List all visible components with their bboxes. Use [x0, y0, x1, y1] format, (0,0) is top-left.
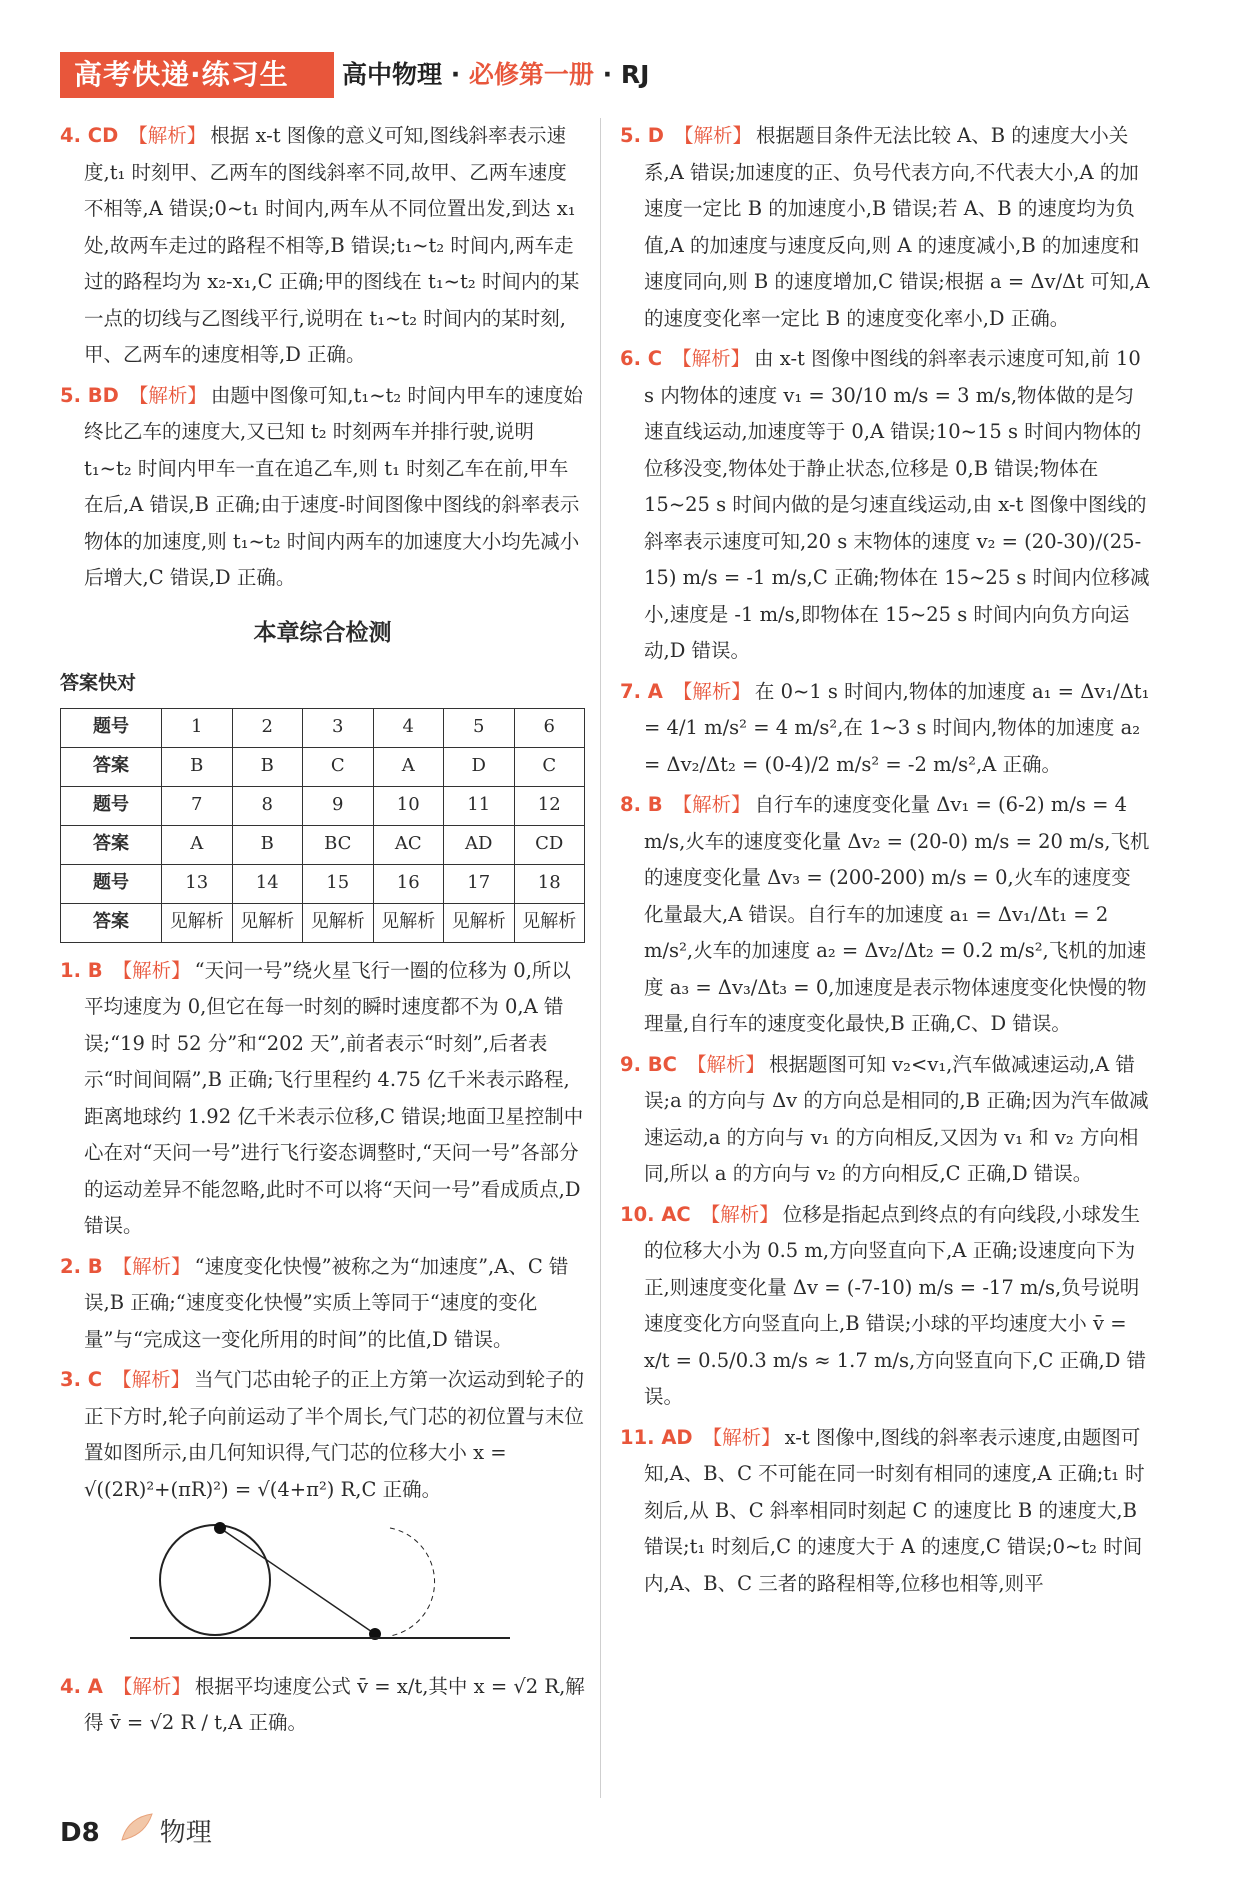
answer-item	[620, 1420, 1150, 1603]
analysis-tag: 【解析】	[672, 347, 751, 370]
wheel-dashed-arc	[390, 1528, 435, 1636]
answer-item	[60, 378, 585, 597]
item-number: 5. BD	[60, 383, 119, 407]
header-cell: 答案	[61, 903, 162, 942]
answer-cell: D	[444, 747, 515, 786]
answer-cell: 见解析	[514, 903, 585, 942]
answer-item	[60, 118, 585, 374]
num-cell: 13	[162, 864, 233, 903]
answer-cell: CD	[514, 825, 585, 864]
answer-cell: 见解析	[232, 903, 303, 942]
answer-item	[60, 1362, 585, 1508]
right-column	[620, 118, 1150, 1606]
answer-cell: AC	[373, 825, 444, 864]
table-row	[61, 825, 585, 864]
num-cell: 17	[444, 864, 515, 903]
item-number: 11. AD	[620, 1425, 693, 1449]
analysis-tag: 【解析】	[672, 793, 751, 816]
item-number: 7. A	[620, 679, 663, 703]
header-cell: 题号	[61, 864, 162, 903]
page-number: D8	[60, 1818, 100, 1848]
subject-label: 高中物理 ·	[342, 60, 469, 89]
item-text: 在 0~1 s 时间内,物体的加速度 a₁ = Δv₁/Δt₁ = 4/1 m/s² = 4 m/s²,在 1~3 s 时间内,物体的加速度 a₂ = Δv₂/Δt₂ = (0-4)/2 m/s² = -2 m/s²,A 正确。	[644, 679, 1150, 776]
item-text: “天问一号”绕火星飞行一圈的位移为 0,所以平均速度为 0,但它在每一时刻的瞬时速度都不为 0,A 错误;“19 时 52 分”和“202 天”,前者表示“时刻”,后者表示“时间间隔”,B 正确;飞行里程约 4.75 亿千米表示路程,距离地球约 1.92 亿千米表示位移,C 错误;地面卫星控制中心在对“天问一号”进行飞行姿态调整时,“天问一号”各部分的运动差异不能忽略,此时不可以将“天问一号”看成质点,D 错误。	[84, 958, 584, 1237]
answer-cell: 见解析	[303, 903, 374, 942]
num-cell: 11	[444, 786, 515, 825]
analysis-tag: 【解析】	[673, 124, 752, 147]
analysis-tag: 【解析】	[112, 1674, 191, 1698]
analysis-tag: 【解析】	[128, 124, 207, 147]
answer-cell: B	[232, 747, 303, 786]
section-title: 本章综合检测	[253, 619, 392, 646]
item-text: 自行车的速度变化量 Δv₁ = (6-2) m/s = 4 m/s,火车的速度变化量 Δv₂ = (20-0) m/s = 20 m/s,飞机的速度变化量 Δv₃ = (200-200) m/s = 0,火车的速度变化量最大,A 错误。自行车的加速度 a₁ = Δv₁/Δt₁ = 2 m/s²,火车的加速度 a₂ = Δv₂/Δt₂ = 0.2 m/s²,飞机的加速度 a₃ = Δv₃/Δt₃ = 0,加速度是表示物体速度变化快慢的物理量,自行车的速度变化最快,B 正确,C、D 错误。	[644, 793, 1150, 1035]
answer-cell: AD	[444, 825, 515, 864]
num-cell: 9	[303, 786, 374, 825]
item-text: 由题中图像可知,t₁~t₂ 时间内甲车的速度始终比乙车的速度大,又已知 t₂ 时刻两车并排行驶,说明 t₁~t₂ 时间内甲车一直在追乙车,则 t₁ 时刻乙车在前,甲车在后,A 错误,B 正确;由于速度-时间图像中图线的斜率表示物体的加速度,则 t₁~t₂ 时间内两车的加速度大小均先减小后增大,C 错误,D 正确。	[84, 383, 583, 589]
brand-title: 高考快递·练习生	[74, 58, 289, 91]
table-row	[61, 708, 585, 747]
analysis-tag: 【解析】	[112, 1254, 191, 1278]
displacement-line	[220, 1528, 375, 1634]
item-text: 根据平均速度公式 v̄ = x/t,其中 x = √2 R,解得 v̄ = √2 R / t,A 正确。	[84, 1674, 585, 1734]
answer-item	[620, 118, 1150, 337]
answer-item	[620, 674, 1150, 784]
num-cell: 14	[232, 864, 303, 903]
num-cell: 18	[514, 864, 585, 903]
analysis-tag: 【解析】	[702, 1425, 781, 1449]
item-number: 5. D	[620, 124, 664, 147]
item-number: 1. B	[60, 958, 103, 982]
item-text: 根据题目条件无法比较 A、B 的速度大小关系,A 错误;加速度的正、负号代表方向,不代表大小,A 的加速度一定比 B 的加速度小,B 错误;若 A、B 的速度均为负值,A 的加速度与速度反向,则 A 的速度减小,B 的加速度和速度同向,则 B 的速度增加,C 错误;根据 a = Δv/Δt 可知,A 的速度变化率一定比 B 的速度变化率小,D 正确。	[644, 124, 1150, 330]
item-text: “速度变化快慢”被称之为“加速度”,A、C 错误,B 正确;“速度变化快慢”实质上等同于“速度的变化量”与“完成这一变化所用的时间”的比值,D 错误。	[84, 1254, 569, 1351]
item-number: 9. BC	[620, 1052, 677, 1076]
answer-item	[620, 1197, 1150, 1416]
analysis-tag: 【解析】	[112, 958, 191, 982]
answer-cell: A	[373, 747, 444, 786]
item-number: 4. CD	[60, 124, 119, 147]
wheel-figure	[130, 1518, 550, 1648]
item-number: 8. B	[620, 793, 663, 816]
answer-table	[60, 708, 585, 943]
num-cell: 12	[514, 786, 585, 825]
answer-cell: 见解析	[162, 903, 233, 942]
item-text: 根据题图可知 v₂<v₁,汽车做减速运动,A 错误;a 的方向与 Δv 的方向总是相同的,B 正确;因为汽车做减速运动,a 的方向与 v₁ 的方向相反,又因为 v₁ 和 v₂ 方向相同,所以 a 的方向与 v₂ 的方向相反,C 正确,D 错误。	[644, 1052, 1149, 1185]
header-cell: 题号	[61, 786, 162, 825]
item-text: 根据 x-t 图像的意义可知,图线斜率表示速度,t₁ 时刻甲、乙两车的图线斜率不同,故甲、乙两车速度不相等,A 错误;0~t₁ 时间内,两车从不同位置出发,到达 x₁ 处,故两车走过的路程不相等,B 错误;t₁~t₂ 时间内,两车走过的路程均为 x₂-x₁,C 正确;甲的图线在 t₁~t₂ 时间内的某一点的切线与乙图线平行,说明在 t₁~t₂ 时间内的某时刻,甲、乙两车的速度相等,D 正确。	[84, 124, 580, 366]
answer-item	[620, 341, 1150, 670]
answer-item	[60, 953, 585, 1245]
answer-cell: BC	[303, 825, 374, 864]
table-row	[61, 786, 585, 825]
table-row	[61, 747, 585, 786]
volume-label: 必修第一册	[468, 60, 594, 89]
num-cell: 6	[514, 708, 585, 747]
item-number: 2. B	[60, 1254, 103, 1278]
leaf-icon	[118, 1810, 158, 1844]
footer-subject: 物理	[159, 1818, 212, 1848]
num-cell: 7	[162, 786, 233, 825]
answer-item	[620, 1047, 1150, 1193]
wheel-circle	[160, 1525, 270, 1635]
analysis-tag: 【解析】	[686, 1052, 765, 1076]
column-divider	[600, 118, 601, 1798]
num-cell: 8	[232, 786, 303, 825]
left-column	[60, 118, 585, 1746]
brand-banner	[60, 52, 334, 98]
num-cell: 16	[373, 864, 444, 903]
analysis-tag: 【解析】	[112, 1368, 191, 1391]
header-cell: 答案	[61, 825, 162, 864]
answer-cell: 见解析	[373, 903, 444, 942]
item-number: 6. C	[620, 347, 663, 370]
edition-label: · RJ	[593, 60, 650, 89]
answer-item	[60, 1249, 585, 1359]
item-text: 位移是指起点到终点的有向线段,小球发生的位移大小为 0.5 m,方向竖直向下,A 正确;设速度向下为正,则速度变化量 Δv = (-7-10) m/s = -17 m/s,负号说明速度变化方向竖直向上,B 错误;小球的平均速度大小 v̄ = x/t = 0.5/0.3 m/s ≈ 1.7 m/s,方向竖直向下,C 正确,D 错误。	[644, 1202, 1147, 1408]
num-cell: 15	[303, 864, 374, 903]
item-text: x-t 图像中,图线的斜率表示速度,由题图可知,A、B、C 不可能在同一时刻有相同的速度,A 正确;t₁ 时刻后,从 B、C 斜率相同时刻起 C 的速度比 B 的速度大,B 错误;t₁ 时刻后,C 的速度大于 A 的速度,C 错误;0~t₂ 时间内,A、B、C 三者的路程相等,位移也相等,则平	[644, 1425, 1145, 1595]
answer-cell: C	[303, 747, 374, 786]
analysis-tag: 【解析】	[672, 679, 751, 703]
quick-answers-label: 答案快对	[60, 672, 137, 694]
header-cell: 答案	[61, 747, 162, 786]
item-text: 当气门芯由轮子的正上方第一次运动到轮子的正下方时,轮子向前运动了半个周长,气门芯的初位置与末位置如图所示,由几何知识得,气门芯的位移大小 x = √((2R)²+(πR)²) = √(4+π²) R,C 正确。	[84, 1368, 585, 1501]
num-cell: 5	[444, 708, 515, 747]
book-title	[342, 52, 649, 98]
num-cell: 10	[373, 786, 444, 825]
answer-cell: C	[514, 747, 585, 786]
answer-cell: A	[162, 825, 233, 864]
answer-cell: B	[162, 747, 233, 786]
item-number: 10. AC	[620, 1202, 691, 1226]
item-text: 由 x-t 图像中图线的斜率表示速度可知,前 10 s 内物体的速度 v₁ = 30/10 m/s = 3 m/s,物体做的是匀速直线运动,加速度等于 0,A 错误;10~15 s 时间内物体的位移没变,物体处于静止状态,位移是 0,B 错误;物体在 15~25 s 时间内做的是匀速直线运动,由 x-t 图像中图线的斜率表示速度可知,20 s 末物体的速度 v₂ = (20-30)/(25-15) m/s = -1 m/s,C 正确;物体在 15~25 s 时间内位移减小,速度是 -1 m/s,即物体在 15~25 s 时间内向负方向运动,D 错误。	[644, 347, 1150, 662]
header-cell: 题号	[61, 708, 162, 747]
answer-cell: 见解析	[444, 903, 515, 942]
num-cell: 2	[232, 708, 303, 747]
num-cell: 1	[162, 708, 233, 747]
analysis-tag: 【解析】	[700, 1202, 779, 1226]
item-number: 4. A	[60, 1674, 103, 1698]
num-cell: 4	[373, 708, 444, 747]
num-cell: 3	[303, 708, 374, 747]
analysis-tag: 【解析】	[128, 383, 207, 407]
answer-item	[60, 1669, 585, 1742]
answer-item	[620, 787, 1150, 1043]
table-row	[61, 903, 585, 942]
table-row	[61, 864, 585, 903]
initial-valve	[214, 1522, 226, 1534]
answer-cell: B	[232, 825, 303, 864]
item-number: 3. C	[60, 1368, 103, 1391]
